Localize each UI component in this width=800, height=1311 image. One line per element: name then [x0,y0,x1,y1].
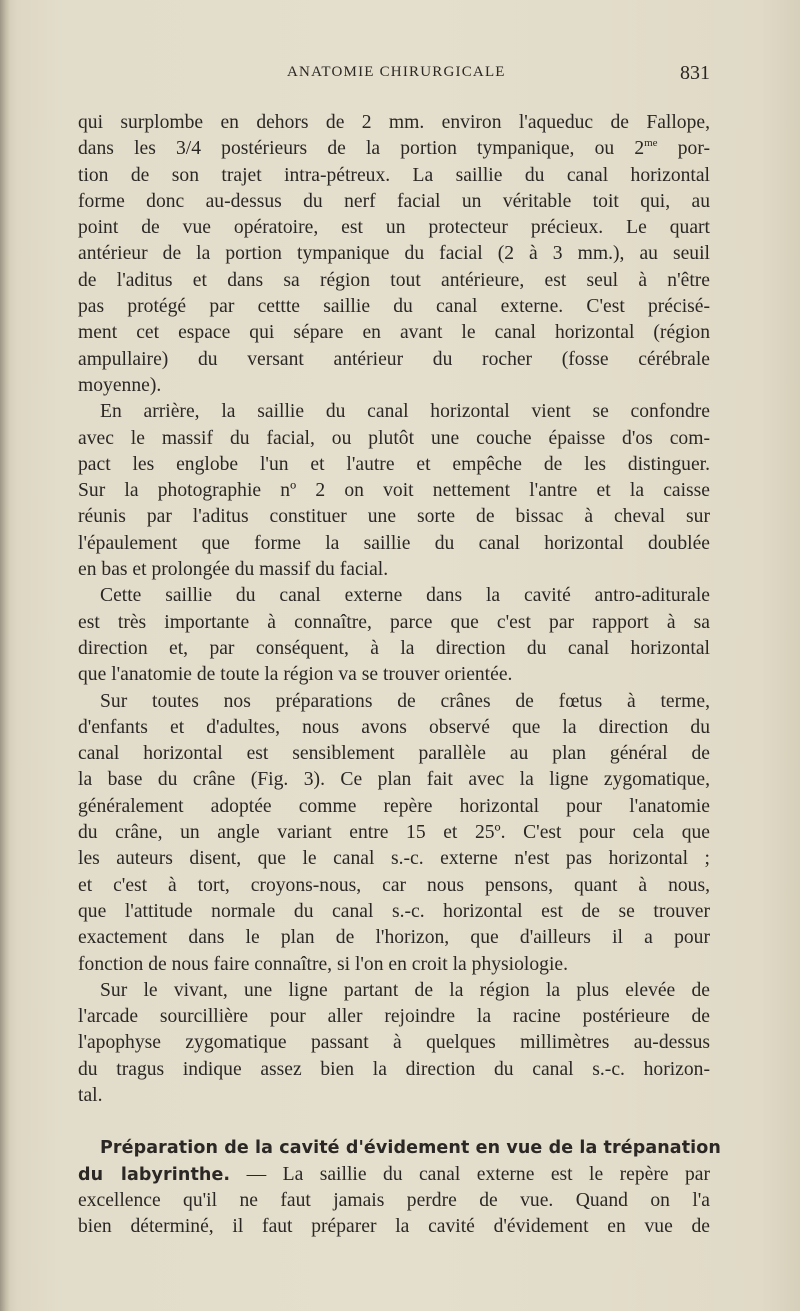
page-gutter-shadow [0,0,10,1311]
section-spacer [78,1109,710,1135]
text-line: canal horizontal est sensiblement parallèle au plan général de [78,743,710,765]
page-number: 831 [680,62,710,84]
text-line: qui surplombe en dehors de 2 mm. environ l'aqueduc de Fallope, [78,112,710,133]
text-line [78,1162,710,1188]
text-line: tion de son trajet intra-pétreux. La saillie du canal horizontal [78,164,710,186]
text-line: antérieur de la portion tympanique du facial (2 à 3 mm.), au seuil [78,243,710,265]
text-line: les auteurs disent, que le canal s.-c. externe n'est pas horizontal ; [78,848,710,870]
text-line: généralement adoptée comme repère horizontal pour l'anatomie [78,795,710,817]
text-fragment: dans les 3/4 postérieurs de la portion tympanique, ou 2 [78,138,645,160]
section-heading: Préparation de la cavité d'évidement en vue de la trépanation [100,1138,721,1159]
text-line: direction et, par conséquent, à la direction du canal horizontal [78,637,710,659]
text-line: du tragus indique assez bien la direction du canal s.-c. horizon- [78,1058,710,1080]
paragraph [78,583,710,688]
text-line: pact les englobe l'un et l'autre et empêche de les distinguer. [78,453,710,475]
text-line: l'apophyse zygomatique passant à quelques millimètres au-dessus [78,1032,710,1054]
text-line: Sur toutes nos préparations de crânes de fœtus à terme, [100,690,710,712]
section [78,1135,721,1240]
text-line: du crâne, un angle variant entre 15 et 25º. C'est pour cela que [78,822,710,844]
paragraph [78,689,710,978]
text-line: de l'aditus et dans sa région tout antérieure, est seul à n'être [78,269,710,291]
paragraph [78,110,710,399]
paragraph [78,978,710,1109]
body-text [78,110,721,1240]
text-line [78,1135,721,1161]
text-line: excellence qu'il ne faut jamais perdre de vue. Quand on l'a [78,1189,710,1211]
text-line: la base du crâne (Fig. 3). Ce plan fait avec la ligne zygomatique, [78,769,710,791]
section-heading-continued: du labyrinthe. [78,1164,231,1185]
text-line: ment cet espace qui sépare en avant le canal horizontal (région [78,322,710,344]
text-line: fonction de nous faire connaître, si l'on en croit la physiologie. [78,953,568,975]
text-line: exactement dans le plan de l'horizon, que d'ailleurs il a pour [78,927,710,949]
text-line: l'épaulement que forme la saillie du canal horizontal doublée [78,532,710,554]
text-line: point de vue opératoire, est un protecteur précieux. Le quart [78,217,710,239]
superscript: me [644,137,658,150]
text-line: en bas et prolongée du massif du facial. [78,559,389,581]
text-line: forme donc au-dessus du nerf facial un véritable toit qui, au [78,190,710,212]
text-fragment: — La saillie du canal externe est le repère par [230,1163,710,1185]
text-line: que l'anatomie de toute la région va se trouver orientée. [78,664,513,686]
text-fragment: por- [657,138,710,160]
text-line: que l'attitude normale du canal s.-c. horizontal est de se trouver [78,900,710,922]
text-line: réunis par l'aditus constituer une sorte de bissac à cheval sur [78,506,710,528]
text-line: Cette saillie du canal externe dans la cavité antro-aditurale [100,585,710,607]
paragraph [78,399,710,583]
text-line: bien déterminé, il faut préparer la cavité d'évidement en vue de [78,1216,710,1238]
running-title: ANATOMIE CHIRURGICALE [287,64,506,80]
text-line: En arrière, la saillie du canal horizontal vient se confondre [100,401,710,423]
text-line: tal. [78,1084,103,1106]
text-line: avec le massif du facial, ou plutôt une couche épaisse d'os com- [78,427,710,449]
text-line: ampullaire) du versant antérieur du rocher (fosse cérébrale [78,348,710,370]
page-header [0,62,800,88]
text-line: et c'est à tort, croyons-nous, car nous pensons, quant à nous, [78,874,710,896]
text-line: l'arcade sourcillière pour aller rejoindre la racine postérieure de [78,1006,710,1028]
text-line: d'enfants et d'adultes, nous avons observé que la direction du [78,716,710,738]
text-line: Sur le vivant, une ligne partant de la région la plus elevée de [100,979,710,1001]
text-line: moyenne). [78,374,162,396]
text-line: pas protégé par cettte saillie du canal externe. C'est précisé- [78,296,710,318]
text-line [78,136,710,162]
text-line: Sur la photographie nº 2 on voit nettement l'antre et la caisse [78,480,710,502]
text-line: est très importante à connaître, parce que c'est par rapport à sa [78,611,710,633]
